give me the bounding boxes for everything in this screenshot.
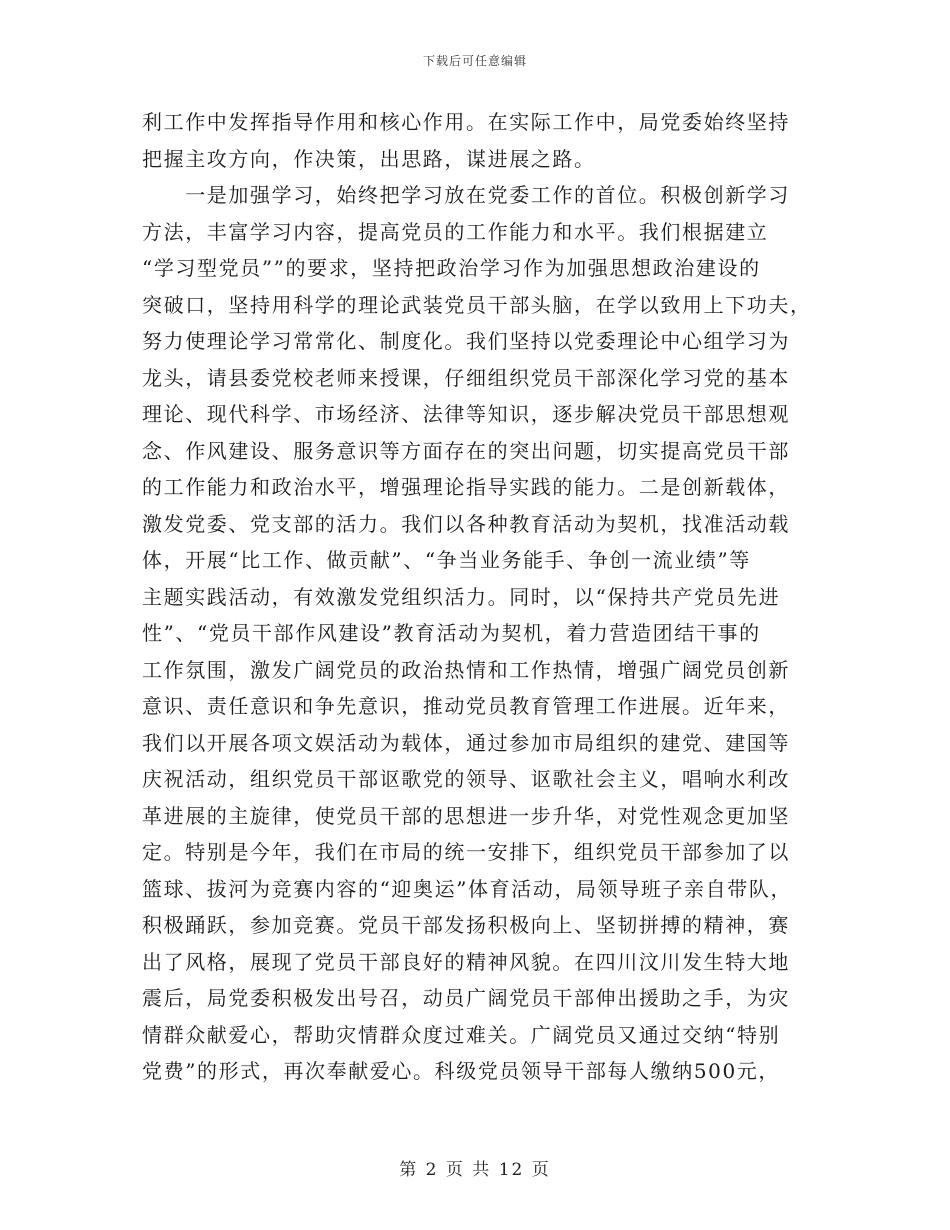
text-line: 龙头，请县委党校老师来授课，仔细组织党员干部深化学习党的基本 bbox=[142, 365, 790, 390]
text-line: 革进展的主旋律，使党员干部的思想进一步升华，对党性观念更加坚 bbox=[142, 803, 790, 828]
text-line: 我们以开展各项文娱活动为载体，通过参加市局组织的建党、建国等 bbox=[142, 730, 790, 755]
text-line: “学习型党员””的要求，坚持把政治学习作为加强思想政治建设的 bbox=[142, 256, 761, 280]
page-header: 下载后可任意编辑 bbox=[422, 54, 527, 68]
text-line: 庆祝活动，组织党员干部讴歌党的领导、讴歌社会主义，唱响水利改 bbox=[142, 767, 790, 791]
text-line: 激发党委、党支部的活力。我们以各种教育活动为契机，找准活动载 bbox=[142, 511, 790, 536]
document-body bbox=[142, 104, 812, 1090]
text-line: 意识、责任意识和争先意识，推动党员教育管理工作进展。近年来， bbox=[142, 694, 790, 718]
text-line: 积极踊跃，参加竞赛。党员干部发扬积极向上、坚韧拼搏的精神，赛 bbox=[142, 913, 790, 937]
text-line: 主题实践活动，有效激发党组织活力。同时，以“保持共产党员先进 bbox=[142, 584, 781, 609]
text-line: 利工作中发挥指导作用和核心作用。在实际工作中，局党委始终坚持 bbox=[142, 110, 790, 134]
text-line: 性”、“党员干部作风建设”教育活动为契机，着力营造团结干事的 bbox=[142, 621, 761, 645]
text-line: 篮球、拔河为竞赛内容的“迎奥运”体育活动，局领导班子亲自带队， bbox=[142, 876, 793, 901]
text-line: 一是加强学习，始终把学习放在党委工作的首位。积极创新学习 bbox=[142, 183, 790, 207]
text-line: 出了风格，展现了党员干部良好的精神风貌。在四川汶川发生特大地 bbox=[142, 949, 790, 974]
text-line: 努力使理论学习常常化、制度化。我们坚持以党委理论中心组学习为 bbox=[142, 329, 790, 353]
text-line: 的工作能力和政治水平，增强理论指导实践的能力。二是创新载体， bbox=[142, 475, 790, 499]
text-line: 念、作风建设、服务意识等方面存在的突出问题，切实提高党员干部 bbox=[142, 438, 790, 463]
text-line: 震后，局党委积极发出号召，动员广阔党员干部伸出援助之手，为灾 bbox=[142, 986, 790, 1010]
text-line: 工作氛围，激发广阔党员的政治热情和工作热情，增强广阔党员创新 bbox=[142, 657, 790, 682]
text-line: 体，开展“比工作、做贡献”、“争当业务能手、争创一流业绩”等 bbox=[142, 548, 751, 572]
text-line: 情群众献爱心，帮助灾情群众度过难关。广阔党员又通过交纳“特别 bbox=[142, 1022, 781, 1047]
text-line: 理论、现代科学、市场经济、法律等知识，逐步解决党员干部思想观 bbox=[142, 402, 790, 426]
text-line: 定。特别是今年，我们在市局的统一安排下，组织党员干部参加了以 bbox=[142, 840, 790, 864]
page-number-footer: 第 2 页 共 12 页 bbox=[399, 1160, 551, 1180]
text-line: 党费”的形式，再次奉献爱心。科级党员领导干部每人缴纳500元， bbox=[142, 1059, 780, 1083]
text-line: 突破口，坚持用科学的理论武装党员干部头脑，在学以致用上下功夫， bbox=[142, 292, 812, 317]
text-line: 方法，丰富学习内容，提高党员的工作能力和水平。我们根据建立 bbox=[142, 219, 769, 244]
text-line: 把握主攻方向，作决策，出思路，谋进展之路。 bbox=[142, 146, 596, 171]
